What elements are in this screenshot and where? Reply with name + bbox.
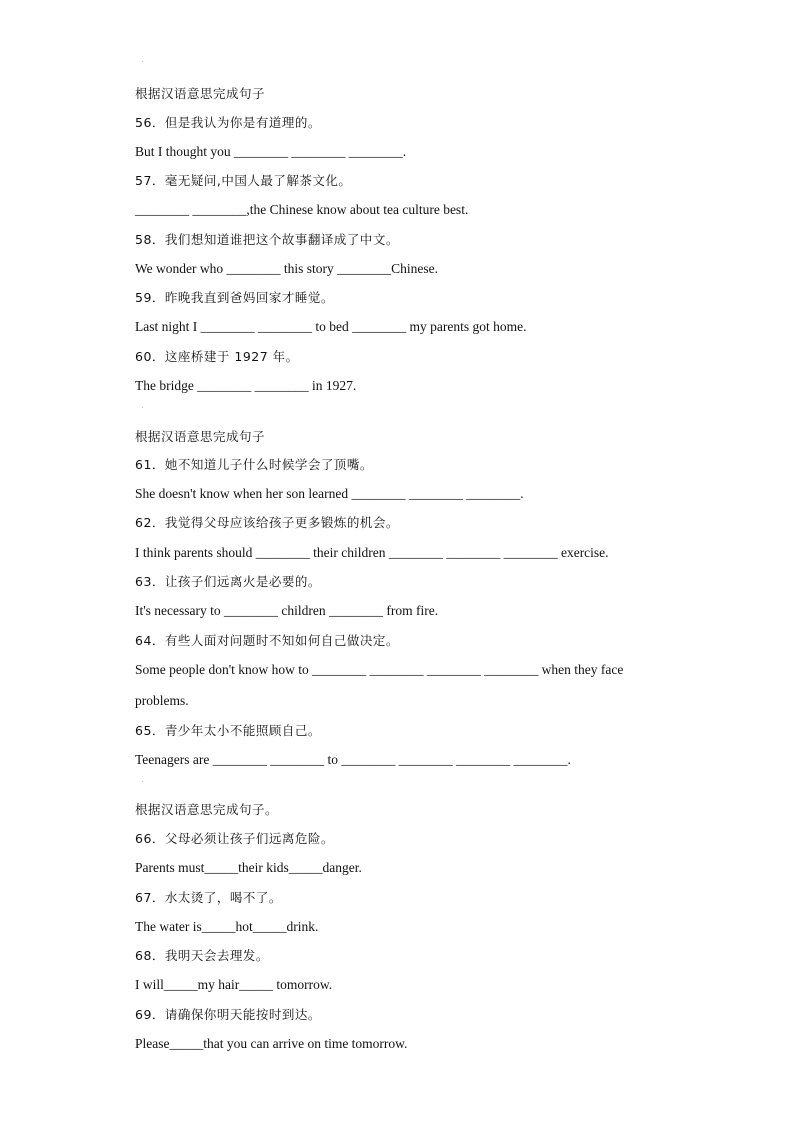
line-text: 64．有些人面对问题时不知如何自己做决定。 xyxy=(135,633,399,648)
line-text: 66．父母必须让孩子们远离危险。 xyxy=(135,831,334,846)
section-heading xyxy=(135,85,265,103)
line-text: 根据汉语意思完成句子 xyxy=(135,86,266,101)
chinese-prompt xyxy=(135,289,334,307)
line-text: She doesn't know when her son learned ________ ________ ________. xyxy=(135,486,524,501)
chinese-prompt xyxy=(135,172,351,190)
line-text: 56．但是我认为你是有道理的。 xyxy=(135,115,321,130)
english-sentence xyxy=(135,143,406,161)
chinese-prompt xyxy=(135,231,399,249)
line-text: 67．水太烫了，喝不了。 xyxy=(135,890,282,905)
english-sentence xyxy=(135,544,609,562)
english-sentence xyxy=(135,976,332,994)
english-sentence xyxy=(135,318,526,336)
line-text: 68．我明天会去理发。 xyxy=(135,948,269,963)
chinese-prompt xyxy=(135,947,269,965)
section-heading xyxy=(135,428,265,446)
english-sentence xyxy=(135,661,623,679)
line-text: 根据汉语意思完成句子 xyxy=(135,429,266,444)
english-sentence xyxy=(135,751,571,769)
chinese-prompt xyxy=(135,830,334,848)
english-sentence xyxy=(135,602,438,620)
chinese-prompt xyxy=(135,632,399,650)
line-text: ________ ________,the Chinese know about tea culture best. xyxy=(135,202,469,217)
english-sentence xyxy=(135,1035,407,1053)
line-text: 58．我们想知道谁把这个故事翻译成了中文。 xyxy=(135,232,399,247)
line-text: Some people don't know how to ________ ________ ________ ________ when they face xyxy=(135,662,624,677)
line-text: I think parents should ________ their children ________ ________ ________ exercise. xyxy=(135,545,609,560)
paragraph-mark xyxy=(142,778,144,784)
line-text: Parents must_____their kids_____danger. xyxy=(135,860,362,875)
line-text: 69．请确保你明天能按时到达。 xyxy=(135,1007,321,1022)
section-heading xyxy=(135,801,278,819)
line-text: 61．她不知道儿子什么时候学会了顶嘴。 xyxy=(135,457,373,472)
english-sentence xyxy=(135,260,438,278)
line-text: . xyxy=(142,58,144,64)
english-sentence xyxy=(135,201,468,219)
paragraph-mark xyxy=(142,58,144,64)
line-text: 60．这座桥建于 1927 年。 xyxy=(135,349,299,364)
chinese-prompt xyxy=(135,573,321,591)
line-text: 63．让孩子们远离火是必要的。 xyxy=(135,574,321,589)
line-text: 65．青少年太小不能照顾自己。 xyxy=(135,723,321,738)
chinese-prompt xyxy=(135,114,321,132)
chinese-prompt xyxy=(135,889,282,907)
paragraph-mark xyxy=(142,404,144,410)
line-text: But I thought you ________ ________ ________. xyxy=(135,144,407,159)
chinese-prompt xyxy=(135,456,373,474)
chinese-prompt xyxy=(135,722,321,740)
line-text: problems. xyxy=(135,693,189,708)
english-sentence xyxy=(135,859,362,877)
line-text: . xyxy=(142,778,144,784)
line-text: It's necessary to ________ children ________ from fire. xyxy=(135,603,439,618)
line-text: 59．昨晚我直到爸妈回家才睡觉。 xyxy=(135,290,334,305)
line-text: The bridge ________ ________ in 1927. xyxy=(135,378,357,393)
english-sentence xyxy=(135,918,318,936)
line-text: Please_____that you can arrive on time tomorrow. xyxy=(135,1036,408,1051)
line-text: Last night I ________ ________ to bed ________ my parents got home. xyxy=(135,319,527,334)
line-text: Teenagers are ________ ________ to ________ ________ ________ ________. xyxy=(135,752,571,767)
chinese-prompt xyxy=(135,1006,321,1024)
line-text: 57．毫无疑问,中国人最了解茶文化。 xyxy=(135,173,352,188)
chinese-prompt xyxy=(135,348,299,366)
line-text: 根据汉语意思完成句子。 xyxy=(135,802,279,817)
line-text: I will_____my hair_____ tomorrow. xyxy=(135,977,333,992)
line-text: 62．我觉得父母应该给孩子更多锻炼的机会。 xyxy=(135,515,399,530)
chinese-prompt xyxy=(135,514,399,532)
english-sentence xyxy=(135,485,524,503)
line-text: The water is_____hot_____drink. xyxy=(135,919,319,934)
english-sentence xyxy=(135,692,189,710)
line-text: . xyxy=(142,404,144,410)
english-sentence xyxy=(135,377,356,395)
line-text: We wonder who ________ this story ________Chinese. xyxy=(135,261,439,276)
